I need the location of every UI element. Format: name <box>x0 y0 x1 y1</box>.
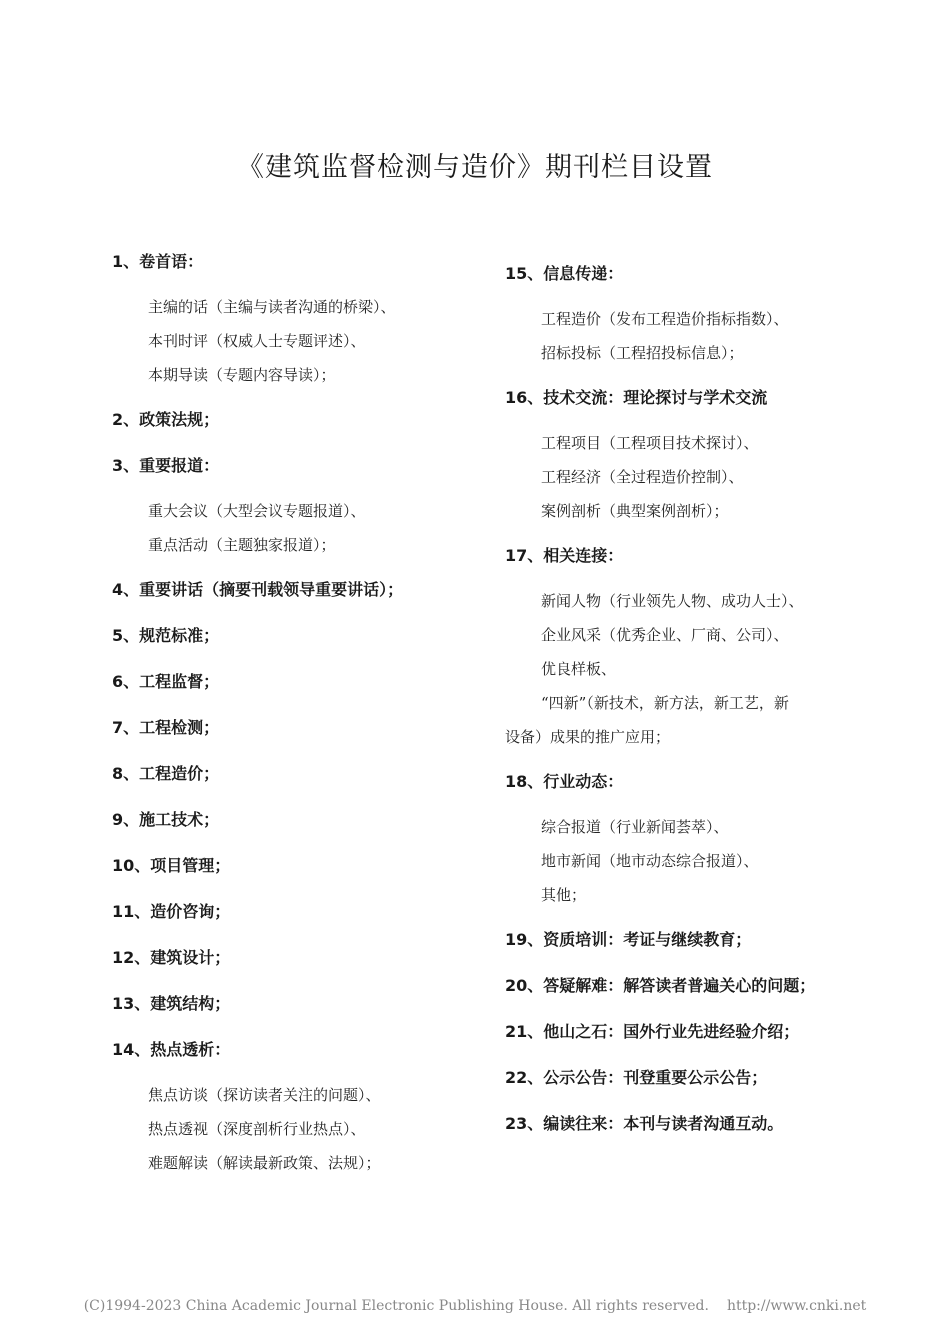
section <box>112 406 472 434</box>
section-title: 4、重要讲话（摘要刊载领导重要讲话）； <box>112 580 404 599</box>
section <box>112 248 472 392</box>
section <box>112 806 472 834</box>
section <box>112 898 472 926</box>
section <box>505 926 875 954</box>
section-item-line: 设备）成果的推广应用； <box>505 728 671 746</box>
section-item: 优良样板、 <box>541 660 617 678</box>
section <box>112 576 472 604</box>
section <box>505 260 875 370</box>
section-title: 17、相关连接： <box>505 546 624 565</box>
section-item: 其他； <box>541 886 587 904</box>
section <box>112 852 472 880</box>
section <box>112 452 472 562</box>
section-item: 新闻人物（行业领先人物、成功人士）、 <box>541 592 804 610</box>
section-title: 23、编读往来：本刊与读者沟通互动。 <box>505 1114 784 1133</box>
section <box>112 1036 472 1180</box>
section-title: 7、工程检测； <box>112 718 220 737</box>
section-item-wrapped <box>505 686 875 754</box>
section-title: 21、他山之石：国外行业先进经验介绍； <box>505 1022 800 1041</box>
section-title: 3、重要报道： <box>112 456 220 475</box>
section-title: 19、资质培训：考证与继续教育； <box>505 930 752 949</box>
section-item: 案例剖析（典型案例剖析）； <box>541 502 729 520</box>
section-item: 本期导读（专题内容导读）； <box>148 366 336 384</box>
section-items <box>505 584 875 754</box>
section-item: 综合报道（行业新闻荟萃）、 <box>541 818 729 836</box>
section-item: 招标投标（工程招投标信息）； <box>541 344 744 362</box>
section-title: 5、规范标准； <box>112 626 220 645</box>
left-column <box>112 248 472 1194</box>
section-item: 重点活动（主题独家报道）； <box>148 536 336 554</box>
section-title: 13、建筑结构； <box>112 994 231 1013</box>
section <box>112 714 472 742</box>
section <box>112 944 472 972</box>
section-item: 难题解读（解读最新政策、法规）； <box>148 1154 381 1172</box>
right-column <box>505 260 875 1156</box>
page-title: 《建筑监督检测与造价》期刊栏目设置 <box>237 152 713 183</box>
section <box>505 1064 875 1092</box>
section-item: 工程经济（全过程造价控制）、 <box>541 468 744 486</box>
section-item: 企业风采（优秀企业、厂商、公司）、 <box>541 626 789 644</box>
section-title: 22、公示公告：刊登重要公示公告； <box>505 1068 768 1087</box>
section <box>505 972 875 1000</box>
section-item: 地市新闻（地市动态综合报道）、 <box>541 852 759 870</box>
section-title: 18、行业动态： <box>505 772 624 791</box>
section-title: 1、卷首语： <box>112 252 204 271</box>
section-item: 焦点访谈（探访读者关注的问题）、 <box>148 1086 381 1104</box>
section-title: 8、工程造价； <box>112 764 220 783</box>
section-items <box>505 810 875 912</box>
section <box>505 542 875 754</box>
section-title: 16、技术交流：理论探讨与学术交流 <box>505 388 768 407</box>
section-title: 20、答疑解难：解答读者普遍关心的问题； <box>505 976 816 995</box>
section-items <box>112 494 472 562</box>
footer <box>0 1298 950 1314</box>
section-title: 2、政策法规； <box>112 410 220 429</box>
section-item: 主编的话（主编与读者沟通的桥梁）、 <box>148 298 396 316</box>
section <box>505 768 875 912</box>
section-item: 工程造价（发布工程造价指标指数）、 <box>541 310 789 328</box>
copyright-text: (C)1994-2023 China Academic Journal Electronic Publishing House. All rights reserved. <box>83 1298 709 1314</box>
section <box>112 668 472 696</box>
section-title: 14、热点透析： <box>112 1040 231 1059</box>
section-title: 6、工程监督； <box>112 672 220 691</box>
section-title: 9、施工技术； <box>112 810 220 829</box>
section-title: 15、信息传递： <box>505 264 624 283</box>
section <box>112 760 472 788</box>
section-item-line: “四新”（新技术，新方法，新工艺，新 <box>541 694 789 712</box>
section-title: 11、造价咨询； <box>112 902 231 921</box>
section-item: 热点透视（深度剖析行业热点）、 <box>148 1120 366 1138</box>
section-item: 本刊时评（权威人士专题评述）、 <box>148 332 366 350</box>
section-items <box>505 426 875 528</box>
footer-url[interactable]: http://www.cnki.net <box>726 1298 867 1314</box>
section-title: 10、项目管理； <box>112 856 231 875</box>
section-items <box>112 1078 472 1180</box>
section <box>112 990 472 1018</box>
section <box>505 1018 875 1046</box>
section <box>112 622 472 650</box>
section-title: 12、建筑设计； <box>112 948 231 967</box>
section-item: 工程项目（工程项目技术探讨）、 <box>541 434 759 452</box>
section <box>505 384 875 528</box>
section <box>505 1110 875 1138</box>
section-items <box>112 290 472 392</box>
section-items <box>505 302 875 370</box>
section-item: 重大会议（大型会议专题报道）、 <box>148 502 366 520</box>
